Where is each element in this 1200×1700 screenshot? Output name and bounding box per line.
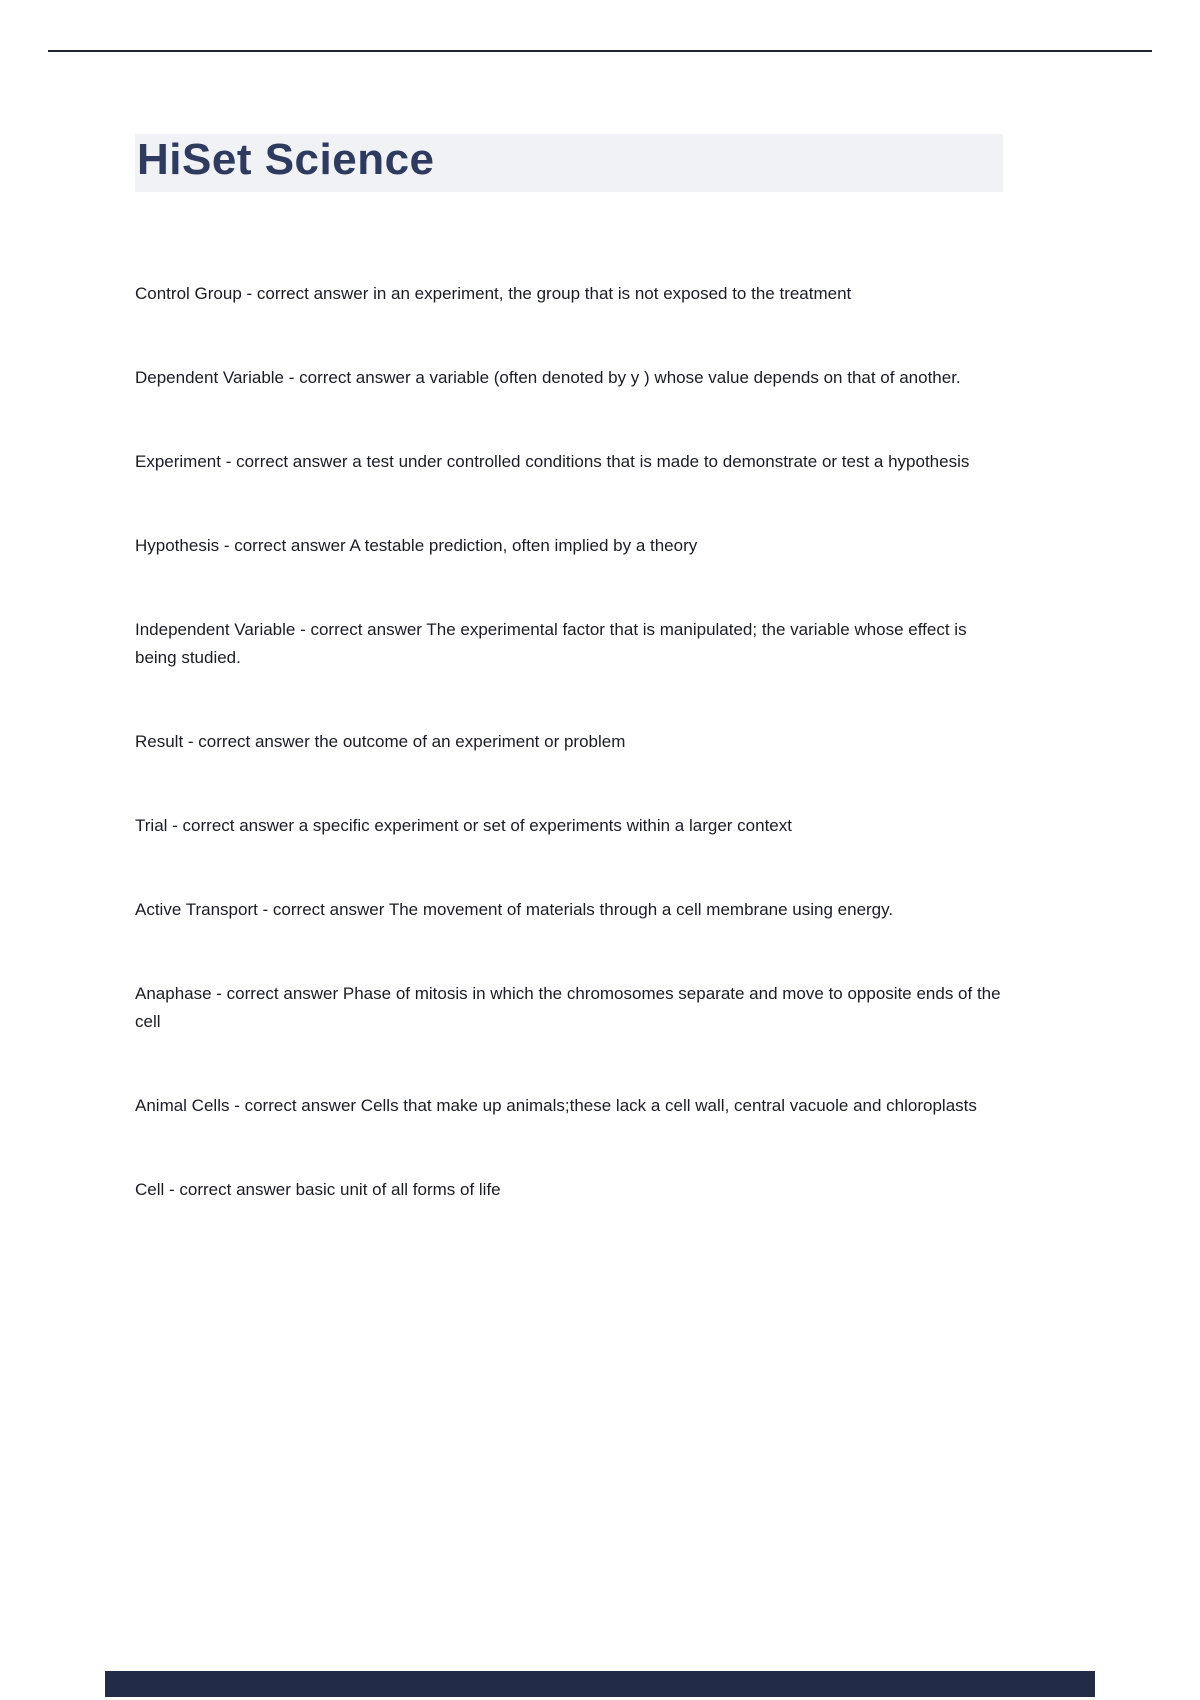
term-text: Active Transport — [135, 900, 258, 919]
card-item — [135, 812, 1003, 840]
definition-text: - correct answer a test under controlled conditions that is made to demonstrate or test a hypothesis — [220, 452, 970, 471]
definition-text: - correct answer The movement of materials through a cell membrane using energy. — [257, 900, 894, 919]
card-item — [135, 1092, 1003, 1120]
definition-text: - correct answer basic unit of all forms of life — [164, 1180, 501, 1199]
definition-text: - correct answer The experimental factor that is manipulated; the variable whose effect is being studied. — [135, 620, 967, 667]
term-text: Result — [135, 732, 184, 751]
card-list — [135, 280, 1003, 1204]
card-item — [135, 728, 1003, 756]
card-item — [135, 980, 1003, 1036]
definition-text: - correct answer the outcome of an experiment or problem — [183, 732, 626, 751]
definition-text: - correct answer in an experiment, the group that is not exposed to the treatment — [241, 284, 852, 303]
term-text: Hypothesis — [135, 536, 220, 555]
card-item — [135, 896, 1003, 924]
page-title: HiSet Science — [135, 134, 1003, 192]
card-item — [135, 280, 1003, 308]
term-text: Experiment — [135, 452, 221, 471]
term-text: Cell — [135, 1180, 165, 1199]
term-text: Animal Cells — [135, 1096, 230, 1115]
definition-text: - correct answer A testable prediction, often implied by a theory — [219, 536, 698, 555]
content-area — [135, 0, 1003, 1260]
card-item — [135, 448, 1003, 476]
footer-bar — [105, 1671, 1095, 1697]
definition-text: - correct answer a variable (often denoted by y ) whose value depends on that of another. — [284, 368, 961, 387]
card-item — [135, 364, 1003, 392]
term-text: Independent Variable — [135, 620, 296, 639]
definition-text: - correct answer Cells that make up animals;these lack a cell wall, central vacuole and chloroplasts — [229, 1096, 977, 1115]
definition-text: - correct answer Phase of mitosis in which the chromosomes separate and move to opposite ends of the cell — [135, 984, 1001, 1031]
term-text: Trial — [135, 816, 168, 835]
term-text: Anaphase — [135, 984, 212, 1003]
card-item — [135, 532, 1003, 560]
definition-text: - correct answer a specific experiment or set of experiments within a larger context — [167, 816, 792, 835]
card-item — [135, 616, 1003, 672]
card-item — [135, 1176, 1003, 1204]
term-text: Control Group — [135, 284, 242, 303]
term-text: Dependent Variable — [135, 368, 285, 387]
